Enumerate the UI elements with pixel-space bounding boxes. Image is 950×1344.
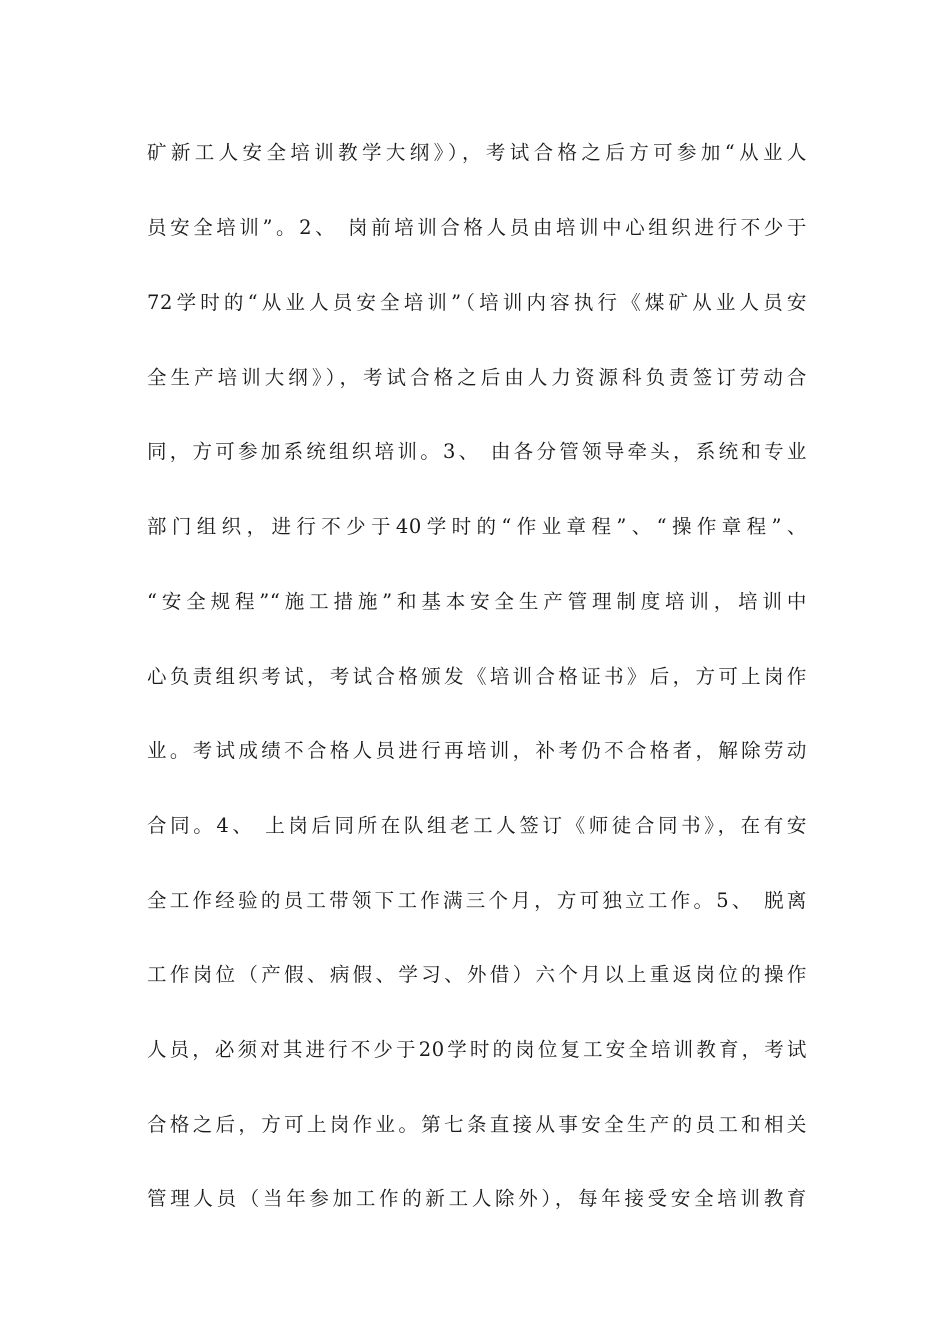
text-line-4: 全生产培训大纲》），考试合格之后由人力资源科负责签订劳动合 [147,366,807,389]
text-line-7: “安全规程”“施工措施”和基本安全生产管理制度培训，培训中 [147,590,807,613]
text-line-15: 管理人员（当年参加工作的新工人除外），每年接受安全培训教育 [147,1187,807,1210]
text-line-8: 心负责组织考试，考试合格颁发《培训合格证书》后，方可上岗作 [147,665,807,688]
text-line-3: 72学时的“从业人员安全培训”（培训内容执行《煤矿从业人员安 [147,291,807,314]
text-line-9: 业。考试成绩不合格人员进行再培训，补考仍不合格者，解除劳动 [147,739,807,762]
text-line-2: 员安全培训”。2、 岗前培训合格人员由培训中心组织进行不少于 [147,216,807,239]
text-line-14: 合格之后，方可上岗作业。第七条直接从事安全生产的员工和相关 [147,1113,807,1136]
text-line-10: 合同。4、 上岗后同所在队组老工人签订《师徒合同书》，在有安 [147,814,807,837]
text-line-13: 人员，必须对其进行不少于20学时的岗位复工安全培训教育，考试 [147,1038,807,1061]
text-line-1: 矿新工人安全培训教学大纲》），考试合格之后方可参加“从业人 [147,141,807,164]
text-line-11: 全工作经验的员工带领下工作满三个月，方可独立工作。5、 脱离 [147,889,807,912]
text-line-6: 部门组织，进行不少于40学时的“作业章程”、“操作章程”、 [147,515,807,538]
text-line-12: 工作岗位（产假、病假、学习、外借）六个月以上重返岗位的操作 [147,963,807,986]
text-line-5: 同，方可参加系统组织培训。3、 由各分管领导牵头，系统和专业 [147,440,807,463]
